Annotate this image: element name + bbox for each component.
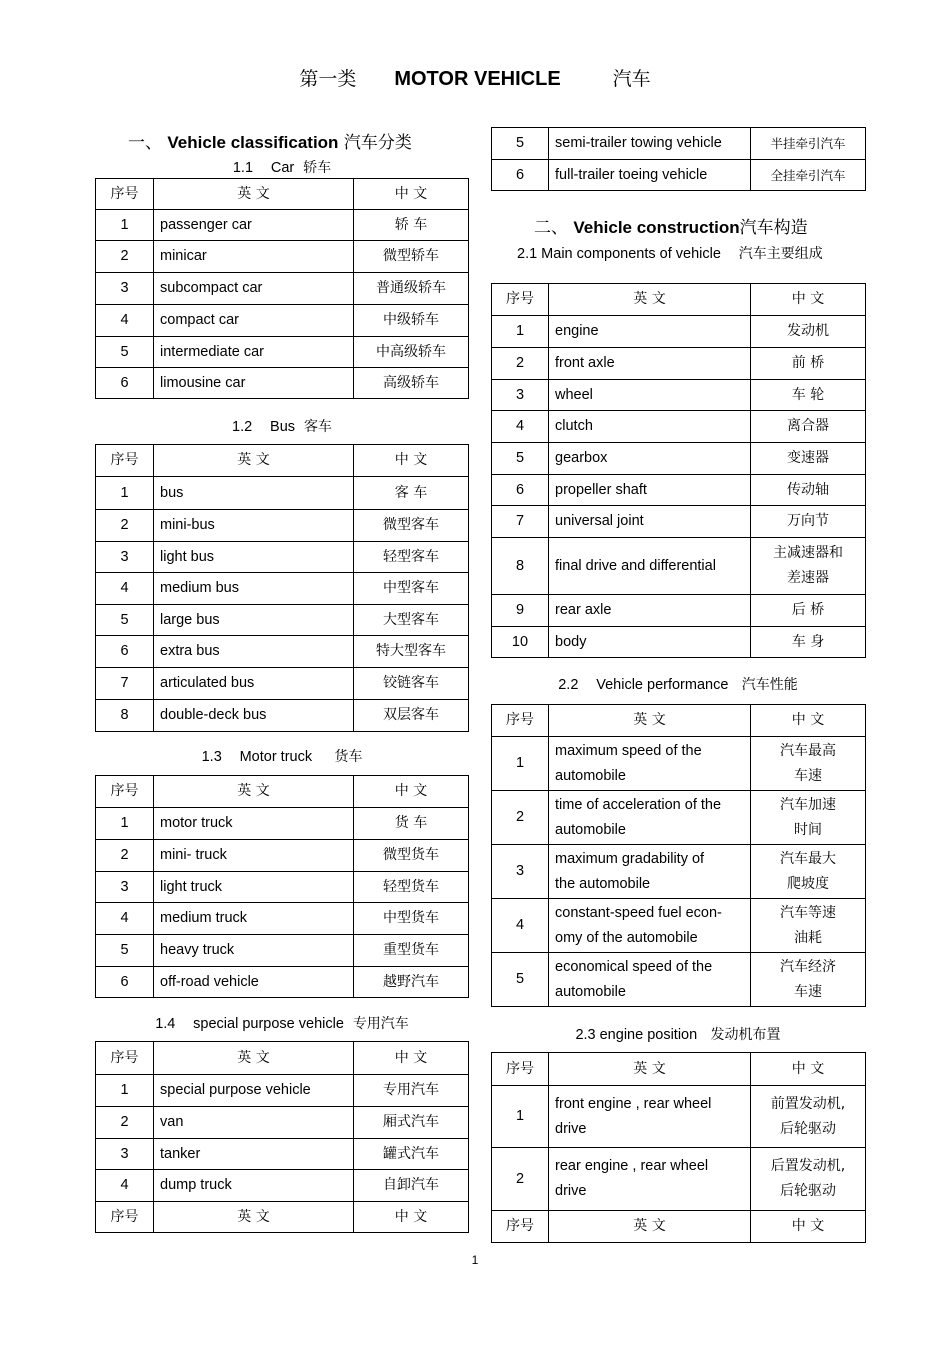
row-en: dump truck [154,1170,354,1202]
caption-en: Vehicle performance [596,677,729,693]
table-header-row [492,284,866,316]
row-en: large bus [154,605,354,636]
caption-zh: 轿车 [303,160,332,176]
row-number: 2 [96,840,154,872]
header-no: 序号 [492,284,549,316]
table-row [96,573,469,605]
row-zh: 铰链客车 [354,668,469,700]
row-number: 8 [96,700,154,732]
section-title-en: Vehicle classification [167,133,339,152]
caption-number: 1.2 [232,419,253,435]
caption-1-3 [96,746,468,766]
header-zh: 中 文 [354,179,469,210]
row-en: mini- truck [154,840,354,872]
row-en: tanker [154,1139,354,1170]
header-no: 序号 [96,445,154,477]
row-zh [751,1086,866,1148]
row-number: 3 [96,542,154,573]
table-row [492,506,866,538]
row-number: 4 [492,411,549,443]
table-row [492,348,866,380]
table-truck [95,775,469,998]
table-row [492,953,866,1007]
table-row [96,510,469,542]
row-en: clutch [549,411,751,443]
row-number: 10 [492,627,549,658]
row-zh: 越野汽车 [354,967,469,998]
table-row [96,368,469,399]
table-row [492,380,866,411]
table-row [492,791,866,845]
row-zh: 车 身 [751,627,866,658]
row-zh-line1: 前置发动机, [770,1095,846,1112]
row-en: heavy truck [154,935,354,967]
row-number: 5 [492,128,549,160]
header-en: 英 文 [154,1042,354,1075]
row-zh [751,845,866,899]
row-en-line2: automobile [555,821,626,838]
row-zh: 厢式汽车 [354,1107,469,1139]
section-title-zh: 汽车分类 [343,133,412,153]
table-row [96,636,469,668]
row-zh: 中高级轿车 [354,337,469,368]
row-en: special purpose vehicle [154,1075,354,1107]
caption-2-1 [517,243,823,263]
header-no: 序号 [96,776,154,808]
row-number: 8 [492,538,549,595]
table-row [96,1075,469,1107]
row-en-line1: maximum gradability of [555,850,705,867]
row-en-line1: constant-speed fuel econ- [555,904,722,921]
caption-number: 1.1 [232,160,254,176]
row-zh-line1: 汽车等速 [780,904,836,921]
table-row [96,967,469,998]
row-en-line1: front engine , rear wheel [555,1095,712,1112]
row-number: 2 [492,791,549,845]
caption-zh: 专用汽车 [352,1016,409,1032]
row-en: limousine car [154,368,354,399]
table-row [96,1107,469,1139]
row-number: 1 [492,737,549,791]
row-zh: 微型轿车 [354,241,469,273]
row-zh-line1: 后置发动机, [770,1158,846,1174]
table-row [96,668,469,700]
row-number: 6 [492,475,549,506]
caption-en: 2.1 Main components of vehicle [517,246,721,262]
caption-en: Motor truck [239,749,313,765]
table-row [96,700,469,732]
row-en: body [549,627,751,658]
table-row [492,595,866,627]
header-no: 序号 [96,1042,154,1075]
row-zh: 高级轿车 [354,368,469,399]
table-header-row [492,705,866,737]
row-number: 1 [492,316,549,348]
table-row [492,475,866,506]
row-zh-line1: 汽车经济 [780,958,836,975]
row-zh [751,953,866,1007]
table-row [96,1170,469,1202]
header-en: 英 文 [154,1202,354,1233]
caption-number: 1.3 [201,749,222,765]
row-zh-line1: 汽车最高 [780,742,836,759]
row-en: engine [549,316,751,348]
row-zh: 专用汽车 [354,1075,469,1107]
row-en: rear axle [549,595,751,627]
row-zh: 发动机 [751,316,866,348]
row-en: propeller shaft [549,475,751,506]
row-number: 5 [96,605,154,636]
row-zh: 全挂牵引汽车 [751,160,866,191]
row-en: van [154,1107,354,1139]
table-row [96,305,469,337]
row-number: 1 [96,808,154,840]
caption-1-1 [96,157,468,177]
row-zh-line1: 汽车加速 [780,796,836,813]
row-en [549,1086,751,1148]
row-zh: 中型客车 [354,573,469,605]
table-header-row [492,1053,866,1086]
row-zh-line2: 差速器 [787,570,829,586]
table-row [96,337,469,368]
row-zh: 轻型货车 [354,872,469,903]
row-zh-line1: 汽车最大 [780,850,836,867]
page-title-zh2: 汽车 [612,68,651,90]
row-en [549,737,751,791]
section-title-zh: 汽车构造 [739,218,808,238]
row-zh: 特大型客车 [354,636,469,668]
row-en: extra bus [154,636,354,668]
row-en: minicar [154,241,354,273]
row-en [549,899,751,953]
row-zh: 轿 车 [354,210,469,241]
table-header-row [96,1042,469,1075]
row-number: 4 [96,1170,154,1202]
section-heading-1 [128,128,412,153]
row-en: front axle [549,348,751,380]
table-row [96,935,469,967]
row-zh: 自卸汽车 [354,1170,469,1202]
header-no: 序号 [492,705,549,737]
table-row [492,316,866,348]
row-en-line2: the automobile [555,875,651,892]
row-en-line2: omy of the automobile [555,929,698,946]
header-en: 英 文 [549,705,751,737]
caption-zh: 客车 [303,419,332,435]
row-en: intermediate car [154,337,354,368]
section-number: 二、 [534,218,568,238]
row-zh-line2: 时间 [794,821,822,838]
row-en-line2: automobile [555,983,626,1000]
row-zh-line2: 油耗 [794,929,822,946]
row-en [549,953,751,1007]
row-en: mini-bus [154,510,354,542]
table-row [492,737,866,791]
table-row [492,443,866,475]
row-en: light bus [154,542,354,573]
row-zh: 双层客车 [354,700,469,732]
header-zh: 中 文 [751,284,866,316]
page-title-en: MOTOR VEHICLE [394,68,561,90]
row-number: 2 [96,1107,154,1139]
table-row [492,411,866,443]
row-en: final drive and differential [549,538,751,595]
table-special-continued [491,127,866,191]
row-zh: 中型货车 [354,903,469,935]
row-number: 1 [96,1075,154,1107]
row-number: 2 [492,348,549,380]
caption-en: special purpose vehicle [193,1016,344,1032]
header-no: 序号 [96,1202,154,1233]
caption-zh: 货车 [334,749,363,765]
row-number: 5 [492,443,549,475]
row-zh: 货 车 [354,808,469,840]
row-en: light truck [154,872,354,903]
row-number: 7 [96,668,154,700]
row-zh: 罐式汽车 [354,1139,469,1170]
row-en [549,1148,751,1211]
row-en-line1: maximum speed of the [555,742,702,759]
row-number: 2 [96,241,154,273]
header-en: 英 文 [549,1211,751,1243]
row-zh [751,899,866,953]
table-row [96,840,469,872]
caption-zh: 汽车主要组成 [738,246,823,262]
table-row [492,1148,866,1211]
row-en-line1: economical speed of the [555,958,713,975]
row-en [549,791,751,845]
table-row [96,273,469,305]
row-number: 3 [96,872,154,903]
row-en: off-road vehicle [154,967,354,998]
header-zh: 中 文 [751,1053,866,1086]
table-row [492,160,866,191]
row-en-line2: drive [555,1183,587,1199]
row-en: compact car [154,305,354,337]
row-number: 6 [96,636,154,668]
row-en-line2: automobile [555,767,626,784]
caption-2-3 [491,1024,865,1044]
table-row [96,605,469,636]
header-en: 英 文 [154,179,354,210]
header-en: 英 文 [154,776,354,808]
row-number: 4 [492,899,549,953]
row-zh: 变速器 [751,443,866,475]
table-row [96,872,469,903]
row-zh: 前 桥 [751,348,866,380]
table-header-row [96,445,469,477]
table-special [95,1041,469,1233]
row-en: motor truck [154,808,354,840]
row-zh-line1: 主减速器和 [773,545,843,561]
section-heading-2 [534,213,808,238]
page-title-zh1: 第一类 [299,68,357,90]
header-en: 英 文 [549,1053,751,1086]
caption-1-2 [96,416,468,436]
table-row [96,1139,469,1170]
row-zh: 万向节 [751,506,866,538]
row-zh: 客 车 [354,477,469,510]
row-en: full-trailer toeing vehicle [549,160,751,191]
section-number: 一、 [128,133,162,153]
row-zh: 离合器 [751,411,866,443]
page-title [0,64,950,91]
row-zh: 中级轿车 [354,305,469,337]
row-en-line1: rear engine , rear wheel [555,1158,709,1174]
row-en-line2: drive [555,1120,587,1137]
row-en: universal joint [549,506,751,538]
row-en: medium bus [154,573,354,605]
row-zh-line2: 后轮驱动 [780,1183,836,1199]
caption-en: 2.3 engine position [575,1027,698,1043]
row-zh-line2: 车速 [794,767,822,784]
table-row [96,808,469,840]
table-performance [491,704,866,1007]
row-zh: 微型货车 [354,840,469,872]
header-en: 英 文 [549,284,751,316]
caption-en: Car [270,160,295,176]
row-en [549,845,751,899]
row-zh: 半挂牵引汽车 [751,128,866,160]
caption-number: 1.4 [155,1016,176,1032]
header-zh: 中 文 [354,1042,469,1075]
row-number: 5 [96,337,154,368]
header-no: 序号 [96,179,154,210]
page-number: 1 [471,1253,479,1267]
header-no: 序号 [492,1211,549,1243]
table-row [492,899,866,953]
header-zh: 中 文 [354,445,469,477]
row-zh: 微型客车 [354,510,469,542]
row-zh [751,1148,866,1211]
row-number: 2 [96,510,154,542]
row-zh [751,791,866,845]
table-row [492,627,866,658]
row-en-line1: time of acceleration of the [555,796,722,813]
header-no: 序号 [492,1053,549,1086]
header-zh: 中 文 [354,776,469,808]
table-engine-position [491,1052,866,1243]
row-zh: 车 轮 [751,380,866,411]
row-number: 6 [492,160,549,191]
row-number: 4 [96,903,154,935]
table-car [95,178,469,399]
table-components [491,283,866,658]
row-en: subcompact car [154,273,354,305]
table-bus [95,444,469,732]
row-number: 3 [492,845,549,899]
caption-zh: 发动机布置 [710,1027,781,1043]
row-zh-line2: 爬坡度 [787,875,829,892]
row-zh [751,737,866,791]
row-en: passenger car [154,210,354,241]
row-number: 2 [492,1148,549,1211]
table-row [492,1086,866,1148]
row-zh [751,538,866,595]
caption-2-2 [491,674,865,694]
header-en: 英 文 [154,445,354,477]
header-zh: 中 文 [751,1211,866,1243]
table-row [96,241,469,273]
row-en: articulated bus [154,668,354,700]
row-en: bus [154,477,354,510]
row-zh: 普通级轿车 [354,273,469,305]
row-en: wheel [549,380,751,411]
row-number: 1 [96,477,154,510]
caption-number: 2.2 [558,677,579,693]
row-number: 1 [96,210,154,241]
row-number: 3 [96,273,154,305]
row-number: 1 [492,1086,549,1148]
section-title-en: Vehicle construction [573,218,740,237]
row-zh: 后 桥 [751,595,866,627]
caption-zh: 汽车性能 [741,677,798,693]
row-en: double-deck bus [154,700,354,732]
row-zh: 重型货车 [354,935,469,967]
row-number: 9 [492,595,549,627]
row-zh-line2: 车速 [794,983,822,1000]
row-number: 5 [96,935,154,967]
row-zh-line2: 后轮驱动 [780,1120,836,1137]
row-number: 7 [492,506,549,538]
row-number: 6 [96,967,154,998]
table-row [96,542,469,573]
row-zh: 大型客车 [354,605,469,636]
table-row [96,477,469,510]
header-zh: 中 文 [354,1202,469,1233]
row-zh: 轻型客车 [354,542,469,573]
caption-en: Bus [270,419,296,435]
table-row [492,128,866,160]
table-row [492,538,866,595]
row-zh: 传动轴 [751,475,866,506]
row-en: gearbox [549,443,751,475]
table-footer-row [96,1202,469,1233]
row-number: 6 [96,368,154,399]
header-zh: 中 文 [751,705,866,737]
row-number: 3 [96,1139,154,1170]
row-en: semi-trailer towing vehicle [549,128,751,160]
row-number: 5 [492,953,549,1007]
row-en: medium truck [154,903,354,935]
table-footer-row [492,1211,866,1243]
table-header-row [96,776,469,808]
table-row [492,845,866,899]
row-number: 4 [96,305,154,337]
caption-1-4 [96,1013,468,1033]
row-number: 3 [492,380,549,411]
table-row [96,903,469,935]
table-row [96,210,469,241]
row-number: 4 [96,573,154,605]
table-header-row [96,179,469,210]
